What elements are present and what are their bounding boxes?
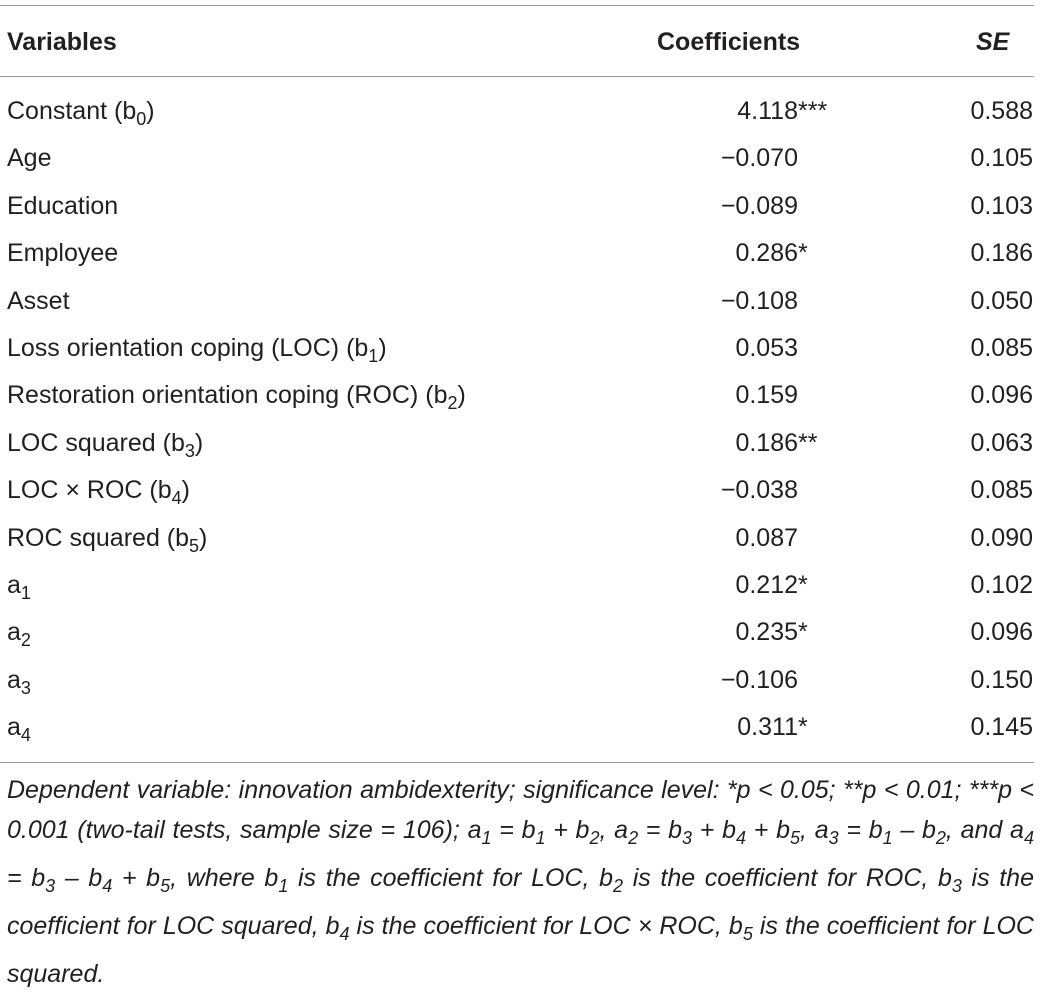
variable-subscript: 5	[189, 535, 200, 556]
se-value: 0.085	[970, 334, 1033, 362]
table-row	[0, 325, 1040, 372]
coefficient-cell	[700, 562, 808, 609]
se-value: 0.588	[970, 97, 1033, 125]
se-value: 0.145	[970, 713, 1033, 742]
variable-label: a	[7, 618, 21, 647]
footnote-text: , a	[800, 816, 829, 844]
top-rule	[0, 5, 1034, 6]
footnote-subscript: 5	[160, 876, 171, 896]
coefficient-cell	[700, 609, 808, 656]
table-row	[0, 467, 1040, 514]
variable-subscript: 4	[171, 488, 182, 509]
coefficient-value: −0.038	[720, 476, 798, 505]
se-value: 0.063	[970, 428, 1033, 457]
table-row	[0, 372, 1040, 419]
table-row	[0, 230, 1040, 277]
table-footnote	[7, 770, 1034, 994]
table-row	[0, 562, 1040, 609]
se-value: 0.186	[970, 239, 1033, 268]
footnote-text: – b	[892, 816, 936, 844]
variable-cell	[7, 230, 118, 277]
variable-label-end: )	[194, 428, 204, 457]
variable-cell	[7, 278, 70, 325]
coefficient-value: 0.159	[735, 381, 798, 410]
footnote-subscript: 3	[45, 876, 56, 896]
se-value: 0.150	[970, 665, 1033, 694]
footnote-text: = b	[7, 864, 46, 892]
table-row	[0, 88, 1040, 135]
variable-subscript: 1	[20, 583, 31, 603]
variable-label: a	[7, 713, 21, 742]
footnote-subscript: 3	[951, 876, 962, 896]
footnote-subscript: 1	[882, 828, 893, 848]
significance-stars: *	[798, 571, 808, 599]
coefficient-value: 4.118	[737, 97, 798, 125]
se-value: 0.090	[970, 523, 1033, 552]
footnote-subscript: 5	[790, 828, 801, 848]
variable-label: ROC squared (b	[7, 523, 190, 552]
header-rule	[0, 76, 1034, 77]
coefficient-value: 0.212	[735, 571, 798, 599]
coefficient-value: −0.070	[720, 144, 798, 173]
footnote-text: + b	[112, 864, 161, 892]
variable-cell	[7, 183, 118, 230]
header-variables: Variables	[7, 28, 117, 56]
se-value: 0.096	[970, 618, 1033, 647]
variable-label-end: )	[378, 334, 387, 362]
variable-label: Education	[7, 191, 119, 220]
table-row	[0, 135, 1040, 182]
coefficient-cell	[700, 325, 798, 372]
variable-cell	[7, 704, 31, 759]
se-value: 0.105	[970, 144, 1033, 173]
footnote-text: + b	[545, 816, 590, 844]
variable-label: Asset	[7, 286, 70, 315]
footnote-subscript: 5	[742, 924, 753, 944]
variable-label: Age	[7, 144, 52, 173]
footnote-text: is the coefficient for LOC, b	[288, 864, 614, 892]
footnote-subscript: 2	[613, 876, 624, 896]
variable-label-end: )	[146, 97, 155, 125]
se-value: 0.102	[970, 571, 1033, 599]
footnote-text: is the coefficient for LOC squared, b	[7, 864, 1034, 940]
variable-subscript: 1	[368, 346, 379, 366]
footnote-text: + b	[746, 816, 791, 844]
table-row	[0, 515, 1040, 562]
coefficient-cell	[700, 372, 798, 419]
footnote-subscript: 2	[589, 828, 600, 848]
variable-label: LOC squared (b	[7, 428, 185, 457]
variable-subscript: 2	[447, 393, 458, 414]
footnote-text: is the coefficient for ROC, b	[623, 864, 952, 892]
footnote-subscript: 1	[535, 828, 546, 848]
coefficient-value: 0.186	[735, 428, 798, 457]
variable-subscript: 4	[20, 725, 31, 746]
variable-label: a	[7, 571, 21, 599]
variable-subscript: 3	[184, 440, 195, 461]
variable-label-end: )	[181, 476, 190, 505]
footnote-text: , where b	[170, 864, 279, 892]
variable-label: a	[7, 665, 21, 694]
coefficient-value: 0.087	[735, 523, 798, 552]
coefficient-cell	[700, 657, 798, 704]
footnote-subscript: 3	[682, 828, 693, 848]
footnote-text: = b	[491, 816, 536, 844]
variable-label: Constant (b	[7, 97, 137, 125]
significance-stars: *	[798, 618, 808, 647]
coefficient-cell	[700, 467, 798, 514]
variable-label-end: )	[199, 523, 208, 552]
variable-label: Employee	[7, 239, 119, 268]
coefficient-cell	[700, 88, 828, 135]
footnote-subscript: 4	[1023, 828, 1034, 848]
header-coefficients: Coefficients	[657, 28, 801, 56]
coefficient-value: −0.106	[720, 665, 798, 694]
significance-stars: *	[798, 239, 808, 268]
footnote-text: Dependent variable: innovation ambidexterity; significance level: *p < 0.05; **p < 0.01; ***p < 0.001 (two-tail tests, sample size = 106); a	[7, 776, 1034, 844]
variable-label: Loss orientation coping (LOC) (b	[7, 334, 369, 362]
variable-label: Restoration orientation coping (ROC) (b	[7, 381, 448, 410]
coefficient-value: 0.235	[735, 618, 798, 647]
footnote-subscript: 4	[736, 828, 747, 848]
footnote-subscript: 2	[628, 828, 639, 848]
footnote-text: , and a	[945, 816, 1024, 844]
footnote-subscript: 1	[278, 876, 289, 896]
footnote-text: is the coefficient for LOC × ROC, b	[349, 912, 743, 940]
significance-stars: *	[798, 713, 808, 742]
coefficient-cell	[700, 420, 818, 467]
variable-label-end: )	[457, 381, 466, 410]
variable-subscript: 3	[20, 677, 31, 698]
variable-cell	[7, 135, 51, 182]
table-row	[0, 183, 1040, 230]
variable-subscript: 2	[20, 630, 31, 651]
variable-label: LOC × ROC (b	[7, 476, 172, 505]
footnote-subscript: 1	[481, 828, 492, 848]
header-se: SE	[976, 28, 1010, 56]
se-value: 0.096	[970, 381, 1033, 410]
se-value: 0.050	[970, 286, 1033, 315]
coefficient-value: 0.053	[735, 334, 798, 362]
footnote-text: = b	[638, 816, 683, 844]
table-row	[0, 609, 1040, 656]
coefficient-value: 0.311	[737, 713, 798, 742]
footnote-text: = b	[838, 816, 883, 844]
coefficient-cell	[700, 704, 808, 751]
significance-stars: **	[798, 428, 818, 457]
footnote-subscript: 2	[935, 828, 946, 848]
coefficient-value: −0.108	[720, 286, 798, 315]
table-row	[0, 278, 1040, 325]
footnote-subscript: 3	[828, 828, 839, 848]
coefficient-cell	[700, 183, 798, 230]
table-row	[0, 704, 1040, 751]
se-value: 0.103	[970, 191, 1033, 220]
footnote-text: , a	[599, 816, 629, 844]
significance-stars: ***	[798, 97, 828, 125]
variable-subscript: 0	[136, 109, 147, 129]
se-value: 0.085	[970, 476, 1033, 505]
coefficient-value: 0.286	[735, 239, 798, 268]
coefficient-value: −0.089	[720, 191, 798, 220]
footnote-subscript: 4	[102, 876, 113, 896]
coefficient-cell	[700, 278, 798, 325]
table-row	[0, 420, 1040, 467]
footnote-text: + b	[692, 816, 737, 844]
table-row	[0, 657, 1040, 704]
coefficient-cell	[700, 135, 798, 182]
footnote-subscript: 4	[339, 924, 350, 944]
coefficient-cell	[700, 515, 798, 562]
bottom-rule	[0, 762, 1034, 763]
footnote-text: is the coefficient for LOC squared.	[7, 912, 1034, 988]
footnote-text: – b	[55, 864, 103, 892]
coefficient-cell	[700, 230, 808, 277]
